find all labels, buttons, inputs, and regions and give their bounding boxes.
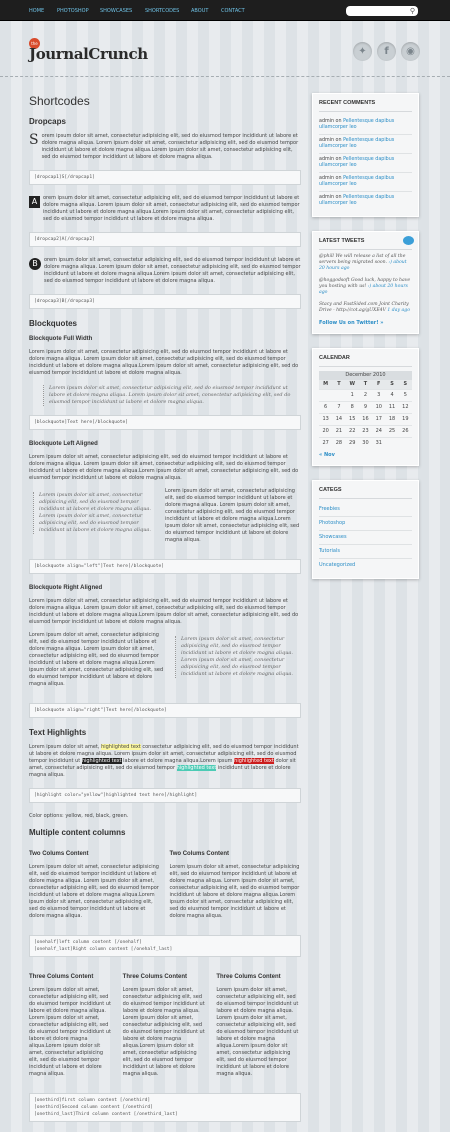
logo-badge: the (29, 38, 40, 49)
section-heading: Blockquotes (29, 319, 78, 328)
paragraph: Lorem ipsum dolor sit amet, consectetur adipisicing elit, sed do eiusmod tempor incididunt ut labore et dolore magna aliqua. Lorem ipsum dolor sit amet, consectetur adipisicing elit, sed do eiusmod tempor incididunt ut labore et dolore magna aliqua.Lorem ipsum dolor sit amet, consectetur adipisicing elit, sed do eiusmod tempor incididunt ut labore et dolore magna aliqua. (29, 598, 299, 625)
twitter-icon[interactable]: ✦ (353, 42, 372, 61)
calendar-day: 9 (359, 402, 372, 414)
calendar-day: 16 (359, 414, 372, 426)
comment-link[interactable]: Pellentesque dapibus ullamcorper leo (319, 119, 395, 130)
code-block: [onethird]first column content [/onethird] [onethird]Second column content [/onethird] [onethird_last]Third column content [/onethird_last] (29, 1093, 301, 1122)
calendar-day: 21 (332, 426, 345, 438)
calendar-day: 18 (385, 414, 398, 426)
calendar-prev-link[interactable]: « Nov (319, 452, 335, 458)
comment-item (319, 135, 412, 154)
comment-on: on (334, 138, 344, 143)
calendar-day (385, 438, 398, 450)
calendar-day: 29 (346, 438, 359, 450)
nav-about[interactable]: ABOUT (191, 8, 209, 14)
nav-photoshop[interactable]: PHOTOSHOP (57, 8, 89, 14)
calendar-table (319, 371, 412, 449)
dropcap-paragraph (29, 195, 301, 223)
recent-comments-widget (312, 93, 419, 217)
calendar-day: 20 (319, 426, 332, 438)
column-heading: Two Colums Content (169, 851, 230, 857)
dropcap-letter: A (29, 196, 40, 208)
text: labore et dolore magna aliqua.Lorem ipsum (121, 758, 235, 764)
page-title: Shortcodes (29, 94, 90, 108)
highlight-red: highlighted text (234, 758, 274, 764)
paragraph: orem ipsum dolor sit amet, consectetur adipisicing elit, sed do eiusmod tempor incididunt ut labore et dolore magna aliqua. Lorem ipsum dolor sit amet, consectetur adipisicing elit, sed do eiusmod tempor incididunt ut labore et dolore magna aliqua.Lorem ipsum dolor sit amet, consectetur adipisicing elit, sed do eiusmod tempor incididunt ut labore et dolore magna aliqua. (44, 257, 301, 284)
twitter-bird-icon (403, 236, 414, 245)
facebook-icon[interactable]: f (377, 42, 396, 61)
text: Lorem ipsum dolor sit amet, (29, 744, 102, 750)
blockquote: Lorem ipsum dolor sit amet, consectetur adipisicing elit, sed do eiusmod tempor incididunt ut labore et dolore magna aliqua. Lorem ipsum dolor sit amet, consectetur adipisicing elit, sed do eiusmod tempor incididunt ut labore et dolore magna aliqua. (43, 385, 291, 406)
code-block: [dropcap1]S[/dropcap1] (29, 170, 301, 185)
column-heading: Three Colums Content (122, 974, 188, 980)
calendar-day: 13 (319, 414, 332, 426)
text: incididunt ut labore et dolore magna aliqua. (29, 765, 291, 778)
column-text: Lorem ipsum dolor sit amet, consectetur adipisicing elit, sed do eiusmod tempor incididunt ut labore et dolore magna aliqua. Lorem ipsum dolor sit amet, consectetur adipisicing elit, sed do eiusmod tempor incididunt ut labore et dolore magna aliqua.Lorem ipsum dolor sit amet, consectetur adipisicing elit, sed do eiusmod tempor incididunt ut labore et dolore magna aliqua. (29, 864, 159, 919)
blockquote-right: Lorem ipsum dolor sit amet, consectetur adipisicing elit, sed do eiusmod tempor incididunt ut labore et dolore magna aliqua. Lorem ipsum dolor sit amet, consectetur adipisicing elit, sed do eiusmod tempor incididunt ut labore et dolore magna aliqua. (175, 636, 297, 678)
calendar-day: 19 (399, 414, 412, 426)
paragraph: Lorem ipsum dolor sit amet, consectetur adipisicing elit, sed do eiusmod tempor incididunt ut labore et dolore magna aliqua. Lorem ipsum dolor sit amet, consectetur adipisicing elit, sed do eiusmod tempor incididunt ut labore et dolore magna aliqua.Lorem ipsum dolor sit amet, consectetur adipisicing elit, sed do eiusmod tempor incididunt ut labore et dolore magna aliqua. (29, 349, 299, 376)
top-navigation (0, 0, 450, 21)
subsection-heading: Blockquote Full Width (29, 336, 93, 342)
calendar-day: 26 (399, 426, 412, 438)
code-block: [blockquote]Text here[/blockquote] (29, 415, 301, 430)
section-heading: Text Highlights (29, 728, 87, 737)
calendar-day (319, 390, 332, 402)
main-content (29, 93, 301, 1132)
calendar-day: 23 (359, 426, 372, 438)
tweet-time[interactable]: :) about 20 hours ago (319, 284, 408, 295)
follow-twitter-link[interactable]: Follow Us on Twitter! » (319, 320, 384, 326)
dropcap-letter: B (29, 258, 41, 270)
column-text: Lorem ipsum dolor sit amet, consectetur adipisicing elit, sed do eiusmod tempor incididunt ut labore et dolore magna aliqua. Lorem ipsum dolor sit amet, consectetur adipisicing elit, sed do eiusmod tempor incididunt ut labore et dolore magna aliqua.Lorem ipsum dolor sit amet, consectetur adipisicing elit, sed do eiusmod tempor incididunt ut labore et dolore magna aliqua. (29, 987, 111, 1077)
weekday: M (319, 380, 332, 390)
calendar-day: 12 (399, 402, 412, 414)
category-link[interactable]: Showcases (319, 531, 412, 545)
code-block: [blockquote align="right"]Text here[/blockquote] (29, 703, 301, 718)
tweet-time[interactable]: 1 day ago (387, 308, 410, 313)
blockquote-left: Lorem ipsum dolor sit amet, consectetur adipisicing elit, sed do eiusmod tempor incididunt ut labore et dolore magna aliqua. Lorem ipsum dolor sit amet, consectetur adipisicing elit, sed do eiusmod tempor incididunt ut labore et dolore magna aliqua. (33, 492, 155, 534)
weekday: F (372, 380, 385, 390)
paragraph: Lorem ipsum dolor sit amet, consectetur adipisicing elit, sed do eiusmod tempor incididunt ut labore et dolore magna aliqua. Lorem ipsum dolor sit amet, consectetur adipisicing elit, sed do eiusmod tempor incididunt ut labore et dolore magna aliqua.Lorem ipsum dolor sit amet, consectetur adipisicing elit, sed do eiusmod tempor incididunt ut labore et dolore magna aliqua. (29, 454, 299, 481)
calendar-day: 17 (372, 414, 385, 426)
sidebar (312, 93, 419, 593)
comment-author: admin (319, 176, 335, 181)
text: dolor sit amet, consectetur adipisicing elit, sed do eiusmod tempor (29, 758, 296, 771)
category-link[interactable]: Photoshop (319, 517, 412, 531)
widget-title: LATEST TWEETS (319, 238, 412, 250)
comment-on: on (334, 176, 344, 181)
weekday: S (399, 380, 412, 390)
column-heading: Two Colums Content (29, 851, 89, 857)
weekday: T (332, 380, 345, 390)
tweet (319, 302, 412, 314)
weekday: S (385, 380, 398, 390)
category-link[interactable]: Uncategorized (319, 562, 356, 568)
calendar-day: 27 (319, 438, 332, 450)
paragraph: orem ipsum dolor sit amet, consectetur adipisicing elit, sed do eiusmod tempor incididunt ut labore et dolore magna aliqua. Lorem ipsum dolor sit amet, consectetur adipisicing elit, sed do eiusmod tempor incididunt ut labore et dolore magna aliqua.Lorem ipsum dolor sit amet, consectetur adipisicing elit, sed do eiusmod tempor incididunt ut labore et dolore magna aliqua. (41, 133, 299, 160)
column-heading: Three Colums Content (216, 974, 281, 980)
tweet-time[interactable]: :) about 20 hours ago (319, 260, 407, 271)
calendar-day: 10 (372, 402, 385, 414)
header-divider (0, 76, 450, 77)
column-text: Lorem ipsum dolor sit amet, consectetur adipisicing elit, sed do eiusmod tempor incididunt ut labore et dolore magna aliqua. Lorem ipsum dolor sit amet, consectetur adipisicing elit, sed do eiusmod tempor incididunt ut labore et dolore magna aliqua.Lorem ipsum dolor sit amet, consectetur adipisicing elit, sed do eiusmod tempor incididunt ut labore et dolore magna aliqua. (169, 864, 300, 919)
column-text: Lorem ipsum dolor sit amet, consectetur adipisicing elit, sed do eiusmod tempor incididunt ut labore et dolore magna aliqua. Lorem ipsum dolor sit amet, consectetur adipisicing elit, sed do eiusmod tempor incididunt ut labore et dolore magna aliqua.Lorem ipsum dolor sit amet, consectetur adipisicing elit, sed do eiusmod tempor incididunt ut labore et dolore magna aliqua. (216, 987, 299, 1077)
code-block: [onehalf]left column content [/onehalf] [onehalf_last]Right column content [/onehalf_last] (29, 935, 301, 957)
calendar-day: 8 (346, 402, 359, 414)
comment-item (319, 154, 412, 173)
latest-tweets-widget (312, 231, 419, 334)
highlight-paragraph (29, 744, 301, 779)
calendar-day: 31 (372, 438, 385, 450)
weekday: T (359, 380, 372, 390)
dropcap-paragraph (29, 133, 301, 161)
comment-author: admin (319, 195, 335, 200)
calendar-widget (312, 348, 419, 466)
code-block: [highlight color="yellow"]highlighted text here[/highlight] (29, 788, 301, 803)
nav-contact[interactable]: CONTACT (221, 8, 245, 14)
tweet-text: Stacy and FastSided.com Joint Charity Drive - http://cot.ag/gUXE4V (319, 302, 409, 313)
code-block: [blockquote align="left"]Text here[/blockquote] (29, 559, 301, 574)
calendar-day: 6 (319, 402, 332, 414)
comment-item (319, 192, 412, 210)
paragraph: orem ipsum dolor sit amet, consectetur adipisicing elit, sed do eiusmod tempor incididunt ut labore et dolore magna aliqua. Lorem ipsum dolor sit amet, consectetur adipisicing elit, sed do eiusmod tempor incididunt ut labore et dolore magna aliqua.Lorem ipsum dolor sit amet, consectetur adipisicing elit, sed do eiusmod tempor incididunt ut labore et dolore magna aliqua. (43, 195, 300, 222)
calendar-day: 1 (346, 390, 359, 402)
two-columns (29, 844, 301, 926)
calendar-day: 28 (332, 438, 345, 450)
tweet-text: @phill We will release a list of all the servers being migrated soon. (319, 254, 406, 265)
calendar-day: 5 (399, 390, 412, 402)
column-text: Lorem ipsum dolor sit amet, consectetur adipisicing elit, sed do eiusmod tempor incididunt ut labore et dolore magna aliqua. Lorem ipsum dolor sit amet, consectetur adipisicing elit, sed do eiusmod tempor incididunt ut labore et dolore magna aliqua.Lorem ipsum dolor sit amet, consectetur adipisicing elit, sed do eiusmod tempor incididunt ut labore et dolore magna aliqua. (122, 987, 205, 1077)
widget-title: RECENT COMMENTS (319, 100, 412, 112)
nav-shortcodes[interactable]: SHORTCODES (145, 8, 180, 14)
comment-link[interactable]: Pellentesque dapibus ullamcorper leo (319, 176, 395, 187)
color-options-note: Color options: yellow, red, black, green. (29, 813, 129, 819)
column-heading: Three Colums Content (29, 974, 94, 980)
calendar-day: 2 (359, 390, 372, 402)
section-heading: Multiple content columns (29, 828, 126, 837)
paragraph: Lorem ipsum dolor sit amet, consectetur adipisicing elit, sed do eiusmod tempor incididunt ut labore et dolore magna aliqua. Lorem ipsum dolor sit amet, consectetur adipisicing elit, sed do eiusmod tempor incididunt ut labore et dolore magna aliqua.Lorem ipsum dolor sit amet, consectetur adipisicing elit, sed do eiusmod tempor incididunt ut labore et dolore magna aliqua. (165, 488, 300, 543)
category-link[interactable]: Freebies (319, 503, 412, 517)
comment-author: admin (319, 138, 335, 143)
calendar-day (399, 438, 412, 450)
category-link[interactable]: Tutorials (319, 545, 412, 559)
widget-title: CALENDAR (319, 355, 412, 367)
nav-showcases[interactable]: SHOWCASES (100, 8, 133, 14)
code-block: [dropcap2]A[/dropcap2] (29, 232, 301, 247)
logo-text: JournalCrunch (29, 45, 148, 63)
dropcap-paragraph (29, 257, 301, 285)
comment-author: admin (319, 119, 335, 124)
comment-on: on (334, 157, 344, 162)
tweet (319, 254, 412, 272)
comment-link[interactable]: Pellentesque dapibus ullamcorper leo (319, 138, 395, 149)
subsection-heading: Blockquote Left Aligned (29, 441, 98, 447)
comment-item (319, 173, 412, 192)
calendar-day: 14 (332, 414, 345, 426)
calendar-day: 25 (385, 426, 398, 438)
tweet (319, 278, 412, 296)
paragraph: Lorem ipsum dolor sit amet, consectetur adipisicing elit, sed do eiusmod tempor incididunt ut labore et dolore magna aliqua. Lorem ipsum dolor sit amet, consectetur adipisicing elit, sed do eiusmod tempor incididunt ut labore et dolore magna aliqua.Lorem ipsum dolor sit amet, consectetur adipisicing elit, sed do eiusmod tempor incididunt ut labore et dolore magna aliqua. (29, 632, 164, 687)
section-heading: Dropcaps (29, 117, 66, 126)
comment-link[interactable]: Pellentesque dapibus ullamcorper leo (319, 157, 395, 168)
calendar-day (332, 390, 345, 402)
calendar-day: 4 (385, 390, 398, 402)
comment-on: on (334, 195, 344, 200)
weekday: W (346, 380, 359, 390)
highlight-green: highlighted text (176, 765, 217, 771)
calendar-day: 7 (332, 402, 345, 414)
highlight-black: highlighted text (81, 758, 122, 764)
calendar-day: 30 (359, 438, 372, 450)
dropcap-letter: S (29, 132, 39, 148)
categories-widget (312, 480, 419, 579)
calendar-day: 22 (346, 426, 359, 438)
calendar-day: 3 (372, 390, 385, 402)
three-columns (29, 967, 301, 1084)
search-input[interactable] (346, 6, 418, 16)
calendar-month: December 2010 (319, 371, 412, 380)
widget-title: CATEGS (319, 487, 412, 499)
calendar-day: 24 (372, 426, 385, 438)
tweet-text: @hoggodsoft Good luck, happy to have you hosting with us! (319, 278, 411, 289)
nav-home[interactable]: HOME (29, 8, 45, 14)
comment-link[interactable]: Pellentesque dapibus ullamcorper leo (319, 195, 395, 206)
calendar-day: 11 (385, 402, 398, 414)
highlight-yellow: highlighted text (101, 744, 141, 750)
comment-author: admin (319, 157, 335, 162)
social-icon[interactable]: ◉ (401, 42, 420, 61)
text: consectetur adipisicing elit, sed do eiusmod tempor incididunt ut labore et dolore magna aliqua. Lorem ipsum dolor sit amet, consectetur adipisicing elit, sed do eiusmod tempor incididunt ut (29, 744, 299, 764)
comment-item (319, 116, 412, 135)
comment-on: on (334, 119, 344, 124)
subsection-heading: Blockquote Right Aligned (29, 585, 103, 591)
calendar-day: 15 (346, 414, 359, 426)
search-icon[interactable]: ⚲ (409, 7, 415, 15)
code-block: [dropcap3]B[/dropcap3] (29, 294, 301, 309)
